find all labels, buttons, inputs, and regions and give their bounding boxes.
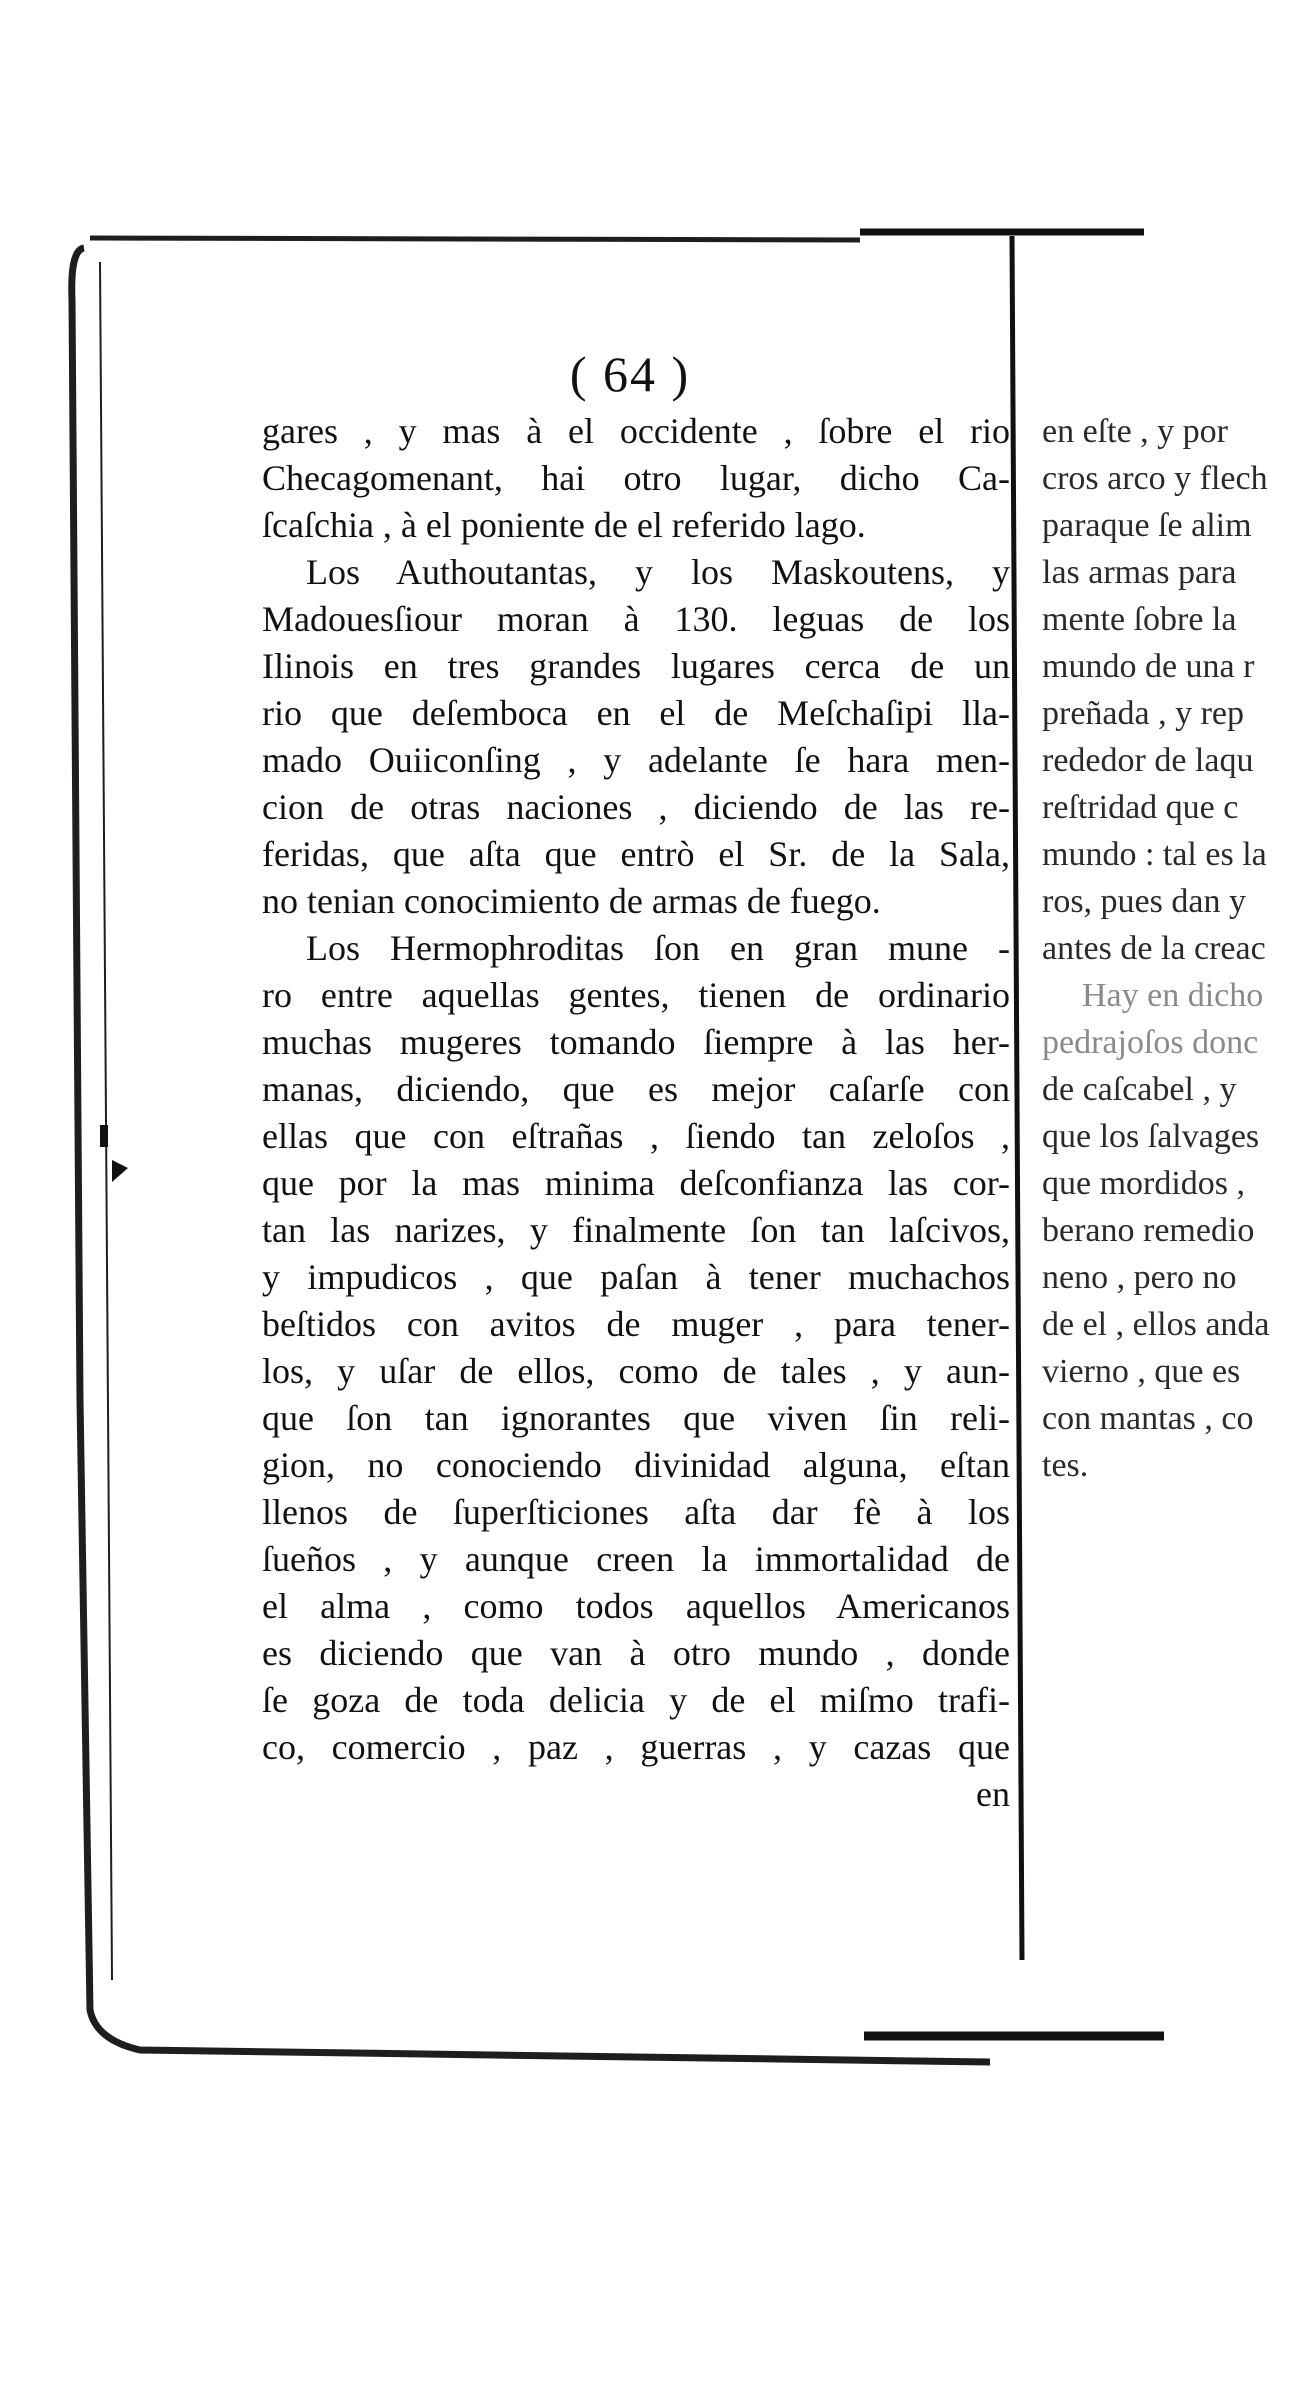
left-page-line: ellas que con eſtrañas , ſiendo tan zeloſos , [262,1116,1010,1156]
left-page-line: ro entre aquellas gentes, tienen de ordinario [262,975,1010,1015]
left-page-line: tan las narizes, y finalmente ſon tan laſcivos, [262,1210,1010,1250]
left-page-line: es diciendo que van à otro mundo , donde [262,1633,1010,1673]
right-page-line: en eſte , y por [1042,413,1228,450]
right-page-line: antes de la creac [1042,930,1266,967]
right-page-line: ros, pues dan y [1042,883,1246,920]
left-page-line: mado Ouiiconſing , y adelante ſe hara men- [262,740,1010,780]
right-page-line: paraque ſe alim [1042,507,1252,544]
right-page-text [1042,408,1304,1489]
right-page-line: vierno , que es [1042,1353,1241,1390]
right-page-line: berano remedio [1042,1212,1255,1249]
right-page-line: de caſcabel , y [1042,1071,1237,1108]
left-page-line: beſtidos con avitos de muger , para tener- [262,1304,1010,1344]
left-page-line: en [976,1774,1010,1814]
left-page-line: co, comercio , paz , guerras , y cazas que [262,1727,1010,1767]
right-page-line: las armas para [1042,554,1237,591]
right-page-line: tes. [1042,1447,1089,1484]
right-page-line: preñada , y rep [1042,695,1245,732]
right-page-line: con mantas , co [1042,1400,1254,1437]
margin-marks [100,1125,128,1182]
left-page-line: Ilinois en tres grandes lugares cerca de un [262,646,1010,686]
left-page-line: Checagomenant, hai otro lugar, dicho Ca- [262,458,1010,498]
left-page-line: no tenian conocimiento de armas de fuego. [262,881,881,921]
left-page-line: Los Hermophroditas ſon en gran mune - [306,928,1010,968]
right-page-line: mundo de una r [1042,648,1255,685]
left-page-line: manas, diciendo, que es mejor caſarſe con [262,1069,1010,1109]
left-page-line: gion, no conociendo divinidad alguna, eſtan [262,1445,1010,1485]
page-number: ( 64 ) [569,346,691,402]
right-page-line: mente ſobre la [1042,601,1237,638]
left-page-line: los, y uſar de ellos, como de tales , y aun- [262,1351,1010,1391]
left-page-line: rio que deſemboca en el de Meſchaſipi lla- [262,693,1010,733]
left-page-line: que ſon tan ignorantes que viven ſin reli- [262,1398,1010,1438]
left-page-line: ſcaſchia , à el poniente de el referido lago. [262,505,866,545]
gutter-line [1012,236,1022,1960]
left-page-line: Los Authoutantas, y los Maskoutens, y [306,552,1010,592]
right-page-line: que mordidos , [1042,1165,1246,1202]
right-page-line: pedrajoſos donc [1042,1024,1259,1061]
left-page-line: que por la mas minima deſconfianza las cor- [262,1163,1010,1203]
right-page-line: rededor de laqu [1042,742,1254,779]
left-page-text [262,408,1010,1818]
left-page-line: gares , y mas à el occidente , ſobre el rio [262,411,1010,451]
right-page-line: neno , pero no [1042,1259,1237,1296]
right-page-line: que los ſalvages [1042,1118,1260,1155]
right-page-line: de el , ellos anda [1042,1306,1270,1343]
right-page-line: mundo : tal es la [1042,836,1267,873]
left-page-line: cion de otras naciones , diciendo de las re- [262,787,1010,827]
left-page-line: ſe goza de toda delicia y de el miſmo trafi- [262,1680,1010,1720]
left-page-line: feridas, que aſta que entrò el Sr. de la Sala, [262,834,1010,874]
left-page-line: muchas mugeres tomando ſiempre à las her- [262,1022,1010,1062]
left-page-line: llenos de ſuperſticiones aſta dar fè à los [262,1492,1010,1532]
left-page-line: Madouesſiour moran à 130. leguas de los [262,599,1010,639]
left-page-line: y impudicos , que paſan à tener muchachos [262,1257,1010,1297]
left-page-line: ſueños , y aunque creen la immortalidad de [262,1539,1010,1579]
right-page-line: Hay en dicho [1082,977,1264,1014]
left-page-line: el alma , como todos aquellos Americanos [262,1586,1010,1626]
right-page-line: cros arco y flech [1042,460,1268,497]
right-page-line: reſtridad que c [1042,789,1239,826]
